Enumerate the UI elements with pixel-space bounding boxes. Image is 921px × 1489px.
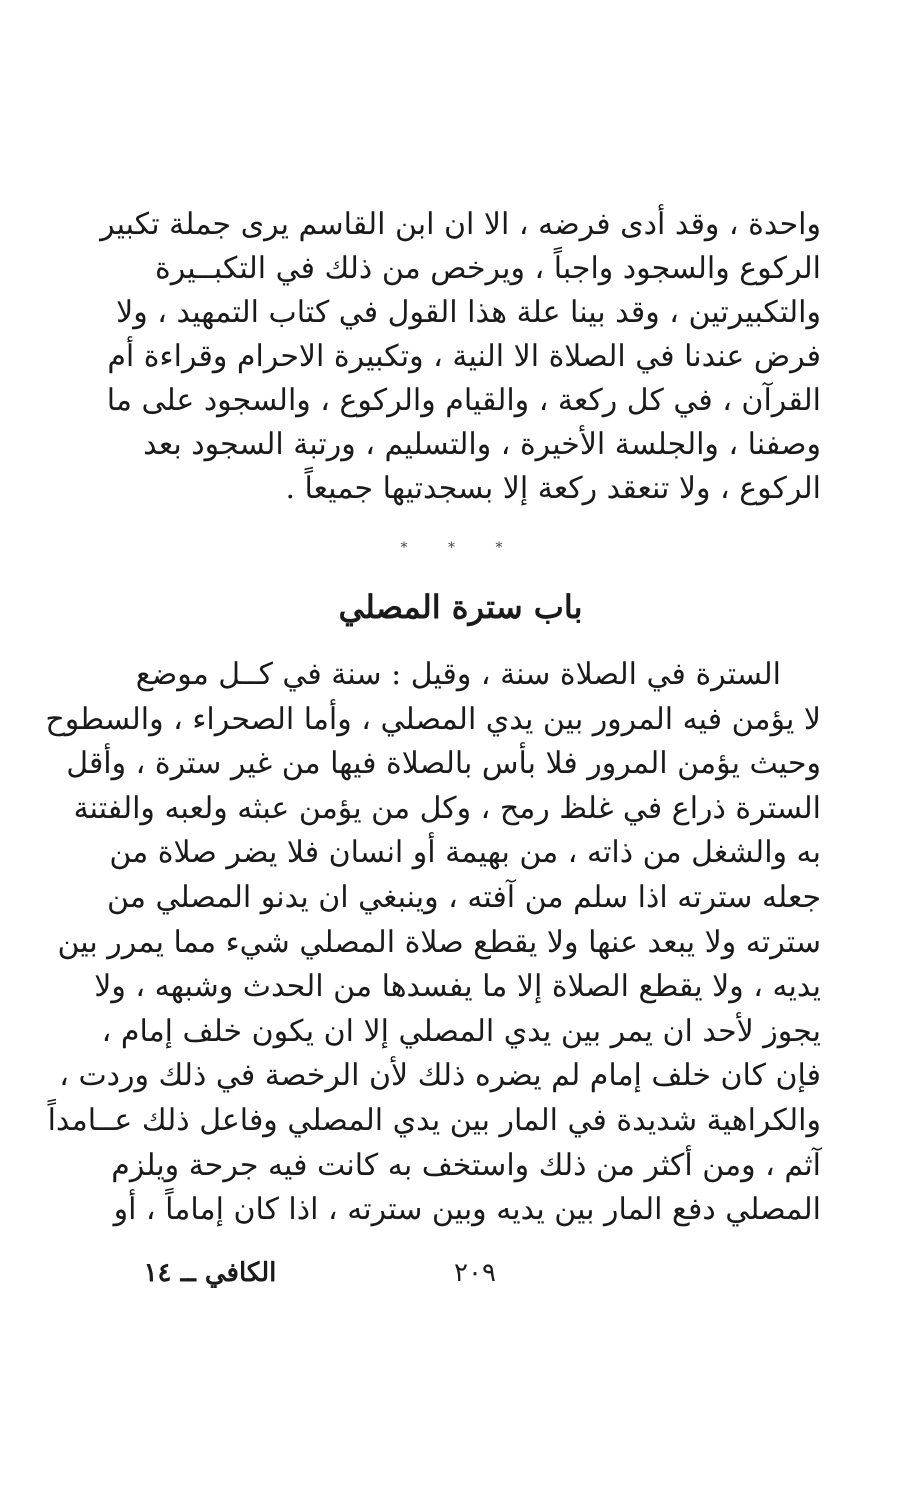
paragraph-continuation xyxy=(100,203,821,511)
section-separator: * * * xyxy=(400,540,521,556)
section-heading: باب سترة المصلي xyxy=(338,588,583,626)
text-line: السترة في الصلاة سنة ، وقيل : سنة في كــل موضع xyxy=(135,657,781,692)
text-line: واحدة ، وقد أدى فرضه ، الا ان ابن القاسم يرى جملة تكبير xyxy=(100,207,821,242)
page-number: ٢٠٩ xyxy=(454,1258,496,1288)
text-line: لا يؤمن فيه المرور بين يدي المصلي ، وأما الصحراء ، والسطوح xyxy=(45,701,821,737)
text-line: القرآن ، في كل ركعة ، والقيام والركوع ، والسجود على ما xyxy=(106,383,821,418)
text-line: جعله سترته اذا سلم من آفته ، وينبغي ان يدنو المصلي من xyxy=(107,879,821,915)
text-line: فرض عندنا في الصلاة الا النية ، وتكبيرة الاحرام وقراءة أم xyxy=(107,339,821,374)
text-line: سترته ولا يبعد عنها ولا يقطع صلاة المصلي شيء مما يمرر بين xyxy=(57,924,821,960)
book-signature-mark: الكافي ــ ١٤ xyxy=(143,1258,277,1288)
text-line: المصلي دفع المار بين يديه وبين سترته ، اذا كان إماماً ، أو xyxy=(113,1192,821,1228)
text-line: والتكبيرتين ، وقد بينا علة هذا القول في كتاب التمهيد ، ولا xyxy=(116,295,821,330)
text-line: والكراهية شديدة في المار بين يدي المصلي وفاعل ذلك عــامداً xyxy=(47,1102,821,1138)
text-line: الركوع والسجود واجباً ، ويرخص من ذلك في التكبــيرة xyxy=(155,251,821,286)
text-line: به والشغل من ذاته ، من بهيمة أو انسان فلا يضر صلاة من xyxy=(109,835,821,871)
text-line: وحيث يؤمن المرور فلا بأس بالصلاة فيها من غير سترة ، وأقل xyxy=(66,746,821,782)
text-line: السترة ذراع في غلظ رمح ، وكل من يؤمن عبثه ولعبه والفتنة xyxy=(73,790,821,826)
text-line: الركوع ، ولا تنعقد ركعة إلا بسجدتيها جميعاً . xyxy=(285,471,821,506)
text-line: وصفنا ، والجلسة الأخيرة ، والتسليم ، ورتبة السجود بعد xyxy=(143,427,821,462)
text-line: يجوز لأحد ان يمر بين يدي المصلي إلا ان يكون خلف إمام ، xyxy=(101,1013,821,1049)
text-line: يديه ، ولا يقطع الصلاة إلا ما يفسدها من الحدث وشبهه ، ولا xyxy=(94,969,821,1005)
text-line: فإن كان خلف إمام لم يضره ذلك لأن الرخصة في ذلك وردت ، xyxy=(59,1058,821,1094)
paragraph-sutra xyxy=(45,653,821,1233)
text-line: آثم ، ومن أكثر من ذلك واستخف به كانت فيه جرحة ويلزم xyxy=(111,1147,821,1183)
